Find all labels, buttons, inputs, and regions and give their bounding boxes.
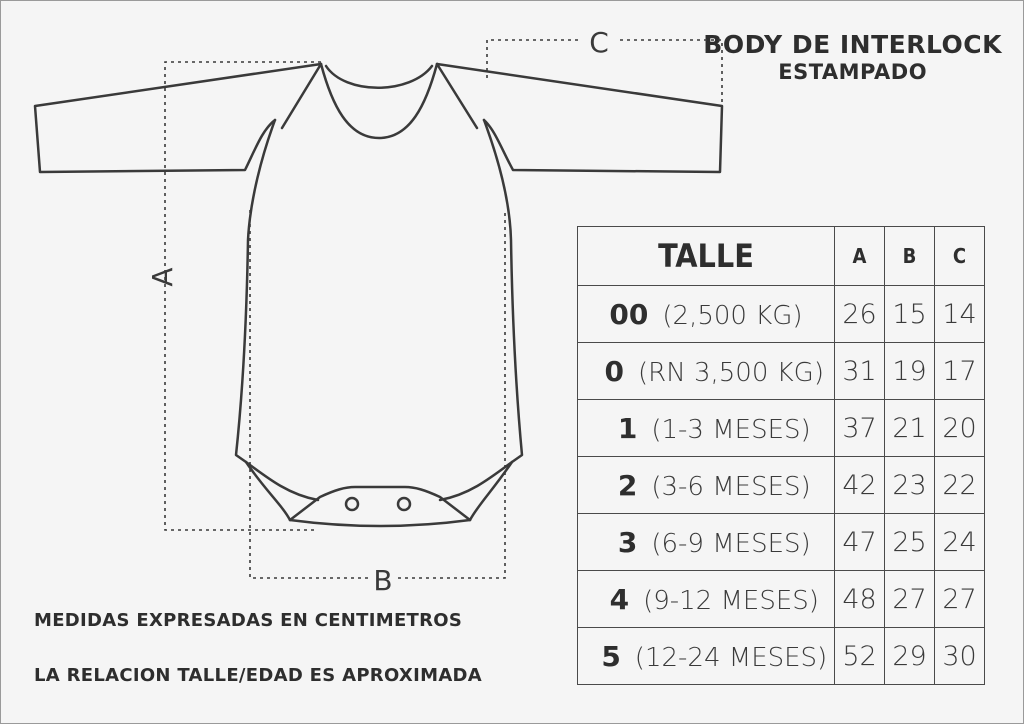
- units-note: MEDIDAS EXPRESADAS EN CENTIMETROS: [34, 610, 463, 631]
- value-a: 26: [835, 286, 885, 343]
- value-c: 20: [935, 400, 985, 457]
- snap-right: [398, 498, 410, 510]
- table-row: [578, 457, 985, 514]
- size-desc: (3-6 MESES): [651, 471, 811, 502]
- right-sleeve: [437, 64, 722, 172]
- value-b: 21: [885, 400, 935, 457]
- value-c: 24: [935, 514, 985, 571]
- table-row: [578, 571, 985, 628]
- right-raglan: [437, 64, 477, 128]
- dimension-b-line: [250, 210, 505, 578]
- size-code: 4: [609, 582, 630, 616]
- value-c: 17: [935, 343, 985, 400]
- size-table: [577, 226, 985, 685]
- value-b: 27: [885, 571, 935, 628]
- left-side: [236, 120, 290, 520]
- size-cell: [578, 571, 835, 628]
- size-desc: (12-24 MESES): [634, 642, 828, 673]
- snap-flap: [290, 487, 470, 520]
- neck-inner: [326, 66, 432, 88]
- size-code: 5: [601, 639, 621, 673]
- title-line-1: BODY DE INTERLOCK: [703, 30, 1002, 59]
- leg-right-band: [440, 462, 512, 500]
- header-a: A: [835, 227, 885, 286]
- size-cell: [578, 628, 835, 685]
- size-cell: [578, 286, 835, 343]
- header-c: C: [935, 227, 985, 286]
- value-a: 52: [835, 628, 885, 685]
- header-talle: TALLE: [578, 227, 835, 286]
- table-row: [578, 514, 985, 571]
- value-c: 30: [935, 628, 985, 685]
- size-cell: [578, 514, 835, 571]
- right-side: [470, 120, 522, 520]
- size-cell: [578, 400, 835, 457]
- size-code: 1: [617, 411, 638, 445]
- label-a: A: [146, 267, 179, 287]
- value-b: 25: [885, 514, 935, 571]
- value-a: 48: [835, 571, 885, 628]
- value-b: 15: [885, 286, 935, 343]
- size-desc: (9-12 MESES): [643, 585, 819, 616]
- left-sleeve: [35, 64, 321, 172]
- value-c: 27: [935, 571, 985, 628]
- size-desc: (1-3 MESES): [651, 414, 811, 445]
- left-raglan: [282, 64, 321, 128]
- value-a: 37: [835, 400, 885, 457]
- size-table-header: [578, 227, 985, 286]
- title-line-2: ESTAMPADO: [778, 60, 928, 84]
- size-code: 2: [617, 468, 638, 502]
- size-desc: (6-9 MESES): [651, 528, 811, 559]
- size-code: 3: [617, 525, 638, 559]
- size-cell: [578, 457, 835, 514]
- size-desc: (RN 3,500 KG): [638, 357, 824, 388]
- disclaimer-note: LA RELACION TALLE/EDAD ES APROXIMADA: [34, 665, 483, 686]
- label-b: B: [373, 564, 393, 597]
- table-row: [578, 628, 985, 685]
- neckline: [321, 64, 437, 138]
- value-a: 42: [835, 457, 885, 514]
- header-b: B: [885, 227, 935, 286]
- value-a: 47: [835, 514, 885, 571]
- snap-left: [346, 498, 358, 510]
- size-code: 00: [609, 297, 649, 331]
- table-row: [578, 343, 985, 400]
- value-c: 14: [935, 286, 985, 343]
- size-code: 0: [604, 354, 625, 388]
- value-c: 22: [935, 457, 985, 514]
- value-b: 19: [885, 343, 935, 400]
- value-a: 31: [835, 343, 885, 400]
- label-c: C: [589, 26, 609, 59]
- size-desc: (2,500 KG): [662, 300, 803, 331]
- value-b: 29: [885, 628, 935, 685]
- value-b: 23: [885, 457, 935, 514]
- crotch: [290, 520, 470, 526]
- leg-left-band: [246, 462, 318, 500]
- table-row: [578, 286, 985, 343]
- table-row: [578, 400, 985, 457]
- size-cell: [578, 343, 835, 400]
